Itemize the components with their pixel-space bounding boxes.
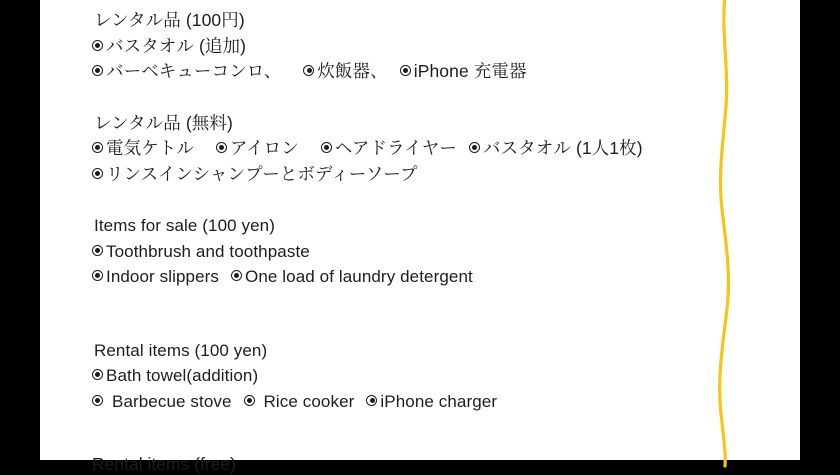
list-item — [92, 389, 732, 415]
cut-off-heading: Rental items (free) — [92, 454, 236, 474]
section-spacer — [92, 187, 732, 213]
list-item-label: Toothbrush and toothpaste — [106, 241, 310, 261]
section-heading-items-for-sale: Items for sale (100 yen) — [94, 216, 275, 235]
section-heading-rental-items: Rental items (100 yen) — [94, 340, 268, 360]
bullet-icon — [469, 142, 482, 155]
list-item — [92, 59, 732, 85]
bullet-icon — [92, 40, 105, 53]
list-item-label: One load of laundry detergent — [245, 267, 473, 286]
bullet-icon — [92, 65, 105, 78]
bullet-icon — [244, 395, 257, 408]
bullet-icon — [321, 142, 334, 155]
bullet-icon — [366, 395, 379, 408]
bullet-icon — [92, 168, 105, 181]
list-item-label: Rice cooker — [263, 391, 355, 411]
list-item-label: リンスインシャンプーとボディーソープ — [106, 163, 418, 184]
list-item — [92, 162, 732, 188]
section-spacer — [92, 85, 732, 111]
list-item-label: 炊飯器、 — [317, 61, 388, 81]
letterbox-bar-left — [0, 0, 40, 460]
list-item — [92, 363, 732, 389]
bullet-icon — [216, 142, 229, 155]
bullet-icon — [92, 142, 105, 155]
bullet-icon — [92, 395, 105, 408]
bullet-icon — [303, 65, 316, 78]
document-content — [92, 8, 732, 414]
bullet-icon — [231, 270, 244, 283]
bullet-icon — [92, 270, 105, 283]
bullet-icon — [92, 245, 105, 258]
section-heading-jp-free-rentals: レンタル品 (無料) — [94, 112, 233, 133]
list-item — [92, 264, 732, 290]
document-page — [40, 0, 800, 474]
bullet-icon — [400, 65, 413, 78]
list-item-label: iPhone charger — [380, 391, 498, 411]
letterbox-bar-right — [800, 0, 840, 460]
list-item-label: 電気ケトル — [106, 138, 194, 158]
list-item-label: iPhone 充電器 — [413, 61, 527, 81]
list-item-label: Bath towel(addition) — [106, 366, 259, 385]
list-item-label: バスタオル (1人1枚) — [482, 138, 643, 158]
bullet-icon — [92, 369, 105, 382]
section-heading-jp-paid-rentals: レンタル品 (100円) — [94, 10, 245, 30]
list-item-label: Barbecue stove — [112, 391, 232, 411]
list-item-label: バーベキューコンロ、 — [106, 61, 282, 81]
list-item-label: アイロン — [230, 138, 299, 158]
list-item-label: バスタオル (追加) — [106, 35, 247, 56]
section-spacer-large — [92, 290, 732, 338]
list-item — [92, 136, 732, 162]
list-item-label: ヘアドライヤー — [334, 138, 457, 158]
list-item — [92, 239, 732, 265]
list-item — [92, 34, 732, 60]
list-item-label: Indoor slippers — [106, 267, 220, 286]
